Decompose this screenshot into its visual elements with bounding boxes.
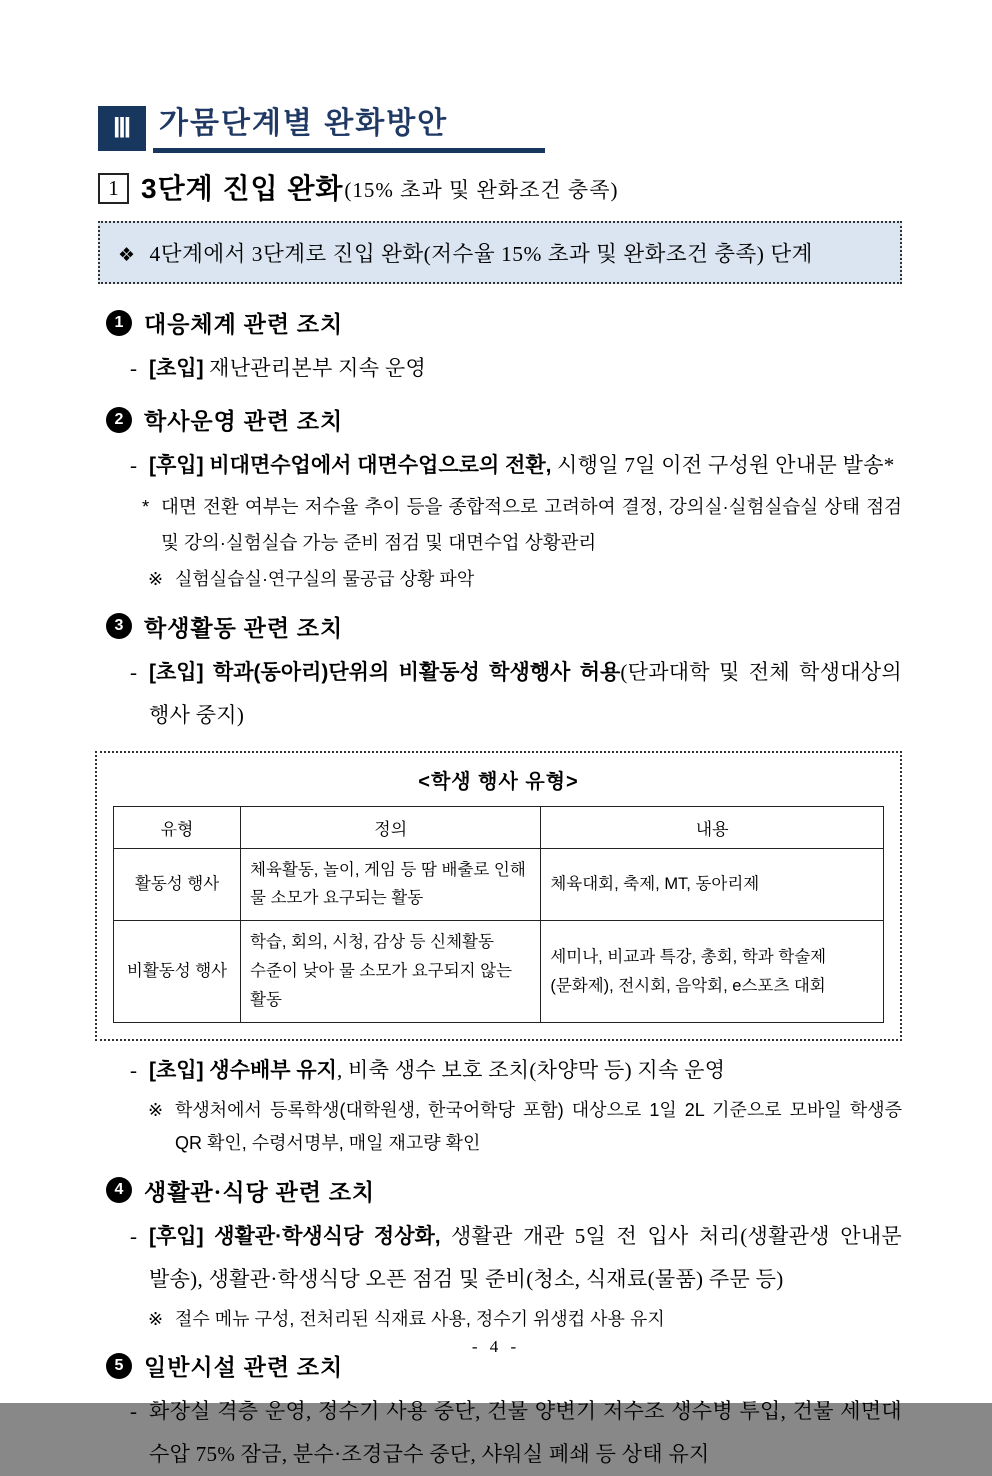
- chapter-header: [98, 106, 902, 153]
- table-row: [114, 921, 884, 1023]
- chapter-title-underline: [153, 106, 545, 153]
- cell-definition: 학습, 회의, 시청, 감상 등 신체활동 수준이 낮아 물 소모가 요구되지 않는 활동: [241, 921, 541, 1023]
- circled-number-2: 2: [106, 407, 132, 433]
- section-number-box: 1: [98, 173, 129, 204]
- list-item: [130, 347, 902, 390]
- circled-number-4: 4: [106, 1177, 132, 1203]
- block-heading-1: [106, 306, 902, 339]
- list-item-text: [149, 1215, 902, 1301]
- asterisk-marker: *: [142, 496, 150, 518]
- column-header-definition: 정의: [241, 806, 541, 848]
- reference-note-text: 절수 메뉴 구성, 전처리된 식재료 사용, 정수기 위생컵 사용 유지: [175, 1308, 665, 1329]
- summary-callout-text: 4단계에서 3단계로 진입 완화(저수율 15% 초과 및 완화조건 충족) 단계: [149, 242, 813, 266]
- circled-number-1: 1: [106, 310, 132, 336]
- diamond-icon: ❖: [118, 244, 136, 266]
- reference-note: [148, 1094, 902, 1161]
- block-heading-2: [106, 403, 902, 436]
- block-title-4: 생활관·식당 관련 조치: [144, 1179, 376, 1205]
- event-type-table: [113, 806, 884, 1023]
- list-item-text: [149, 1049, 902, 1092]
- block-heading-3: [106, 610, 902, 643]
- list-item-text: [149, 444, 902, 487]
- reference-note-text: 실험실습실·연구실의 물공급 상황 파악: [175, 569, 475, 590]
- cell-content: 체육대회, 축제, MT, 동아리제: [541, 848, 884, 921]
- dash-marker: -: [130, 1057, 137, 1082]
- roman-numeral: Ⅲ: [112, 113, 132, 143]
- phase-tag: [초입] 생수배부 유지: [149, 1058, 337, 1082]
- dash-marker: -: [130, 453, 137, 478]
- dash-marker: -: [130, 356, 137, 380]
- phase-tag: [초입] 학과(동아리)단위의 비활동성 학생행사 허용: [149, 660, 621, 684]
- event-table-title: <학생 행사 유형>: [418, 770, 579, 793]
- block-title-1: 대응체계 관련 조치: [144, 312, 344, 337]
- list-item: [130, 1390, 902, 1476]
- section-title: 3단계 진입 완화: [141, 172, 344, 204]
- summary-callout: [98, 221, 902, 284]
- chapter-title: 가뭄단계별 완화방안: [159, 107, 449, 140]
- list-item: [130, 1215, 902, 1301]
- list-item: [130, 444, 902, 487]
- section-title-paren: (15% 초과 및 완화조건 충족): [344, 177, 619, 202]
- circled-number-5: 5: [106, 1353, 132, 1379]
- reference-note-text: 학생처에서 등록학생(대학원생, 한국어학당 포함) 대상으로 1일 2L 기준으로 모바일 학생증 QR 확인, 수령서명부, 매일 재고량 확인: [175, 1100, 902, 1154]
- reference-mark-icon: ※: [148, 1308, 164, 1330]
- column-header-content: 내용: [541, 806, 884, 848]
- reference-note: [148, 563, 902, 596]
- list-item-text: [149, 651, 902, 737]
- reference-mark-icon: ※: [148, 1100, 164, 1122]
- cell-type: 활동성 행사: [114, 848, 241, 921]
- footnote-text: 대면 전환 여부는 저수율 추이 등을 종합적으로 고려하여 결정, 강의실·실험실습실 상태 점검 및 강의·실험실습 가능 준비 점검 및 대면수업 상황관리: [161, 496, 902, 554]
- table-row: [114, 848, 884, 921]
- event-type-table-box: [95, 751, 902, 1041]
- page-number: - 4 -: [471, 1337, 521, 1356]
- block-title-3: 학생활동 관련 조치: [144, 615, 344, 641]
- list-item-text: [149, 347, 902, 390]
- reference-note: [148, 1303, 902, 1336]
- chapter-roman-badge: [98, 106, 146, 151]
- column-header-type: 유형: [114, 806, 241, 848]
- list-item-body: 시행일 7일 이전 구성원 안내문 발송*: [551, 453, 895, 478]
- cell-content: 세미나, 비교과 특강, 총회, 학과 학술제(문화제), 전시회, 음악회, e스포츠 대회: [541, 921, 884, 1023]
- list-item-body: 재난관리본부 지속 운영: [203, 356, 427, 380]
- list-item-body: 생활관 개관 5일 전 입사 처리(생활관생 안내문 발송), 생활관·학생식당 오픈 점검 및 준비(청소, 식재료(물품) 주문 등): [149, 1223, 902, 1291]
- dash-marker: -: [130, 1223, 137, 1248]
- cell-type: 비활동성 행사: [114, 921, 241, 1023]
- list-item-body: (단과대학 및 전체 학생대상의 행사 중지): [149, 659, 902, 727]
- circled-number-3: 3: [106, 613, 132, 639]
- list-item-body: 화장실 격층 운영, 정수기 사용 중단, 건물 양변기 저수조 생수병 투입, 건물 세면대 수압 75% 잠금, 분수·조경급수 중단, 샤워실 폐쇄 등 상태 유지: [149, 1399, 902, 1467]
- table-header-row: [114, 806, 884, 848]
- phase-tag: [초입]: [149, 357, 204, 380]
- list-item: [130, 1049, 902, 1092]
- phase-tag: [후입] 생활관·학생식당 정상화,: [149, 1224, 441, 1248]
- dash-marker: -: [130, 659, 137, 684]
- phase-tag: [후입] 비대면수업에서 대면수업으로의 전환,: [149, 454, 552, 478]
- footnote-asterisk: [142, 489, 902, 561]
- list-item-text: [149, 1390, 902, 1476]
- block-heading-4: [106, 1174, 902, 1207]
- section-heading: [98, 173, 902, 204]
- block-title-5: 일반시설 관련 조치: [144, 1355, 344, 1381]
- dash-marker: -: [130, 1399, 137, 1424]
- reference-mark-icon: ※: [148, 569, 164, 591]
- block-title-2: 학사운영 관련 조치: [144, 409, 344, 435]
- cell-definition: 체육활동, 놀이, 게임 등 땀 배출로 인해 물 소모가 요구되는 활동: [241, 848, 541, 921]
- list-item-body: , 비축 생수 보호 조치(차양막 등) 지속 운영: [336, 1057, 726, 1082]
- list-item: [130, 651, 902, 737]
